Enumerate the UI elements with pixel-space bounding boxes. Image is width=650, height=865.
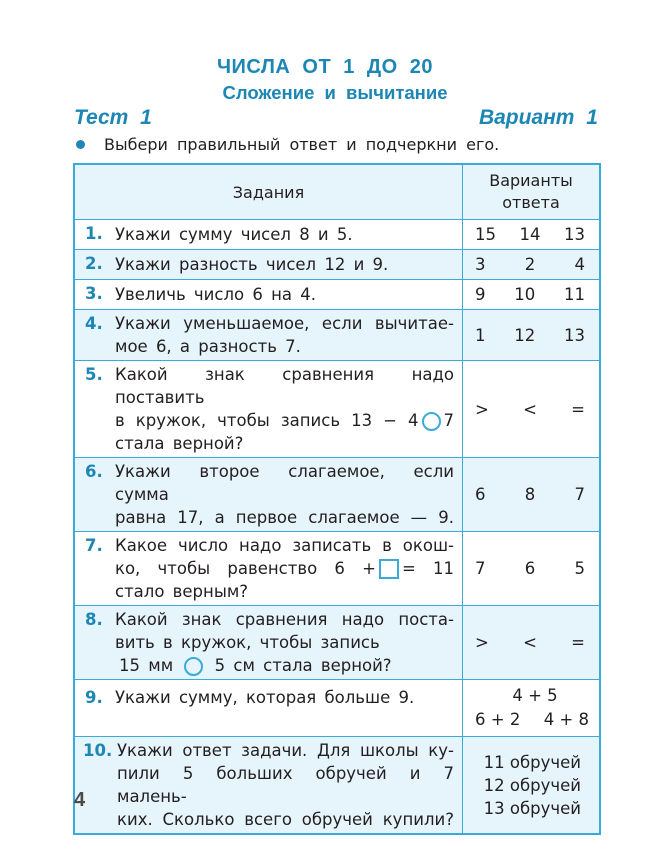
answer-option[interactable]: 6 + 2 [475, 710, 521, 729]
answer-option[interactable]: 6 [524, 559, 536, 578]
table-row [74, 680, 600, 737]
answer-cell [463, 532, 601, 606]
task-text: Какое число надо записать в окош- [115, 536, 454, 555]
task-text: Укажи второе слагаемое, если сумма [115, 462, 454, 504]
answer-option[interactable]: 7 [475, 559, 486, 578]
answer-cell [463, 606, 601, 680]
task-text: равна 17, а первое слагаемое — 9. [115, 508, 454, 527]
test-label: Тест 1 [74, 106, 152, 129]
instruction [74, 135, 499, 154]
task-text: мое 6, а разность 7. [115, 337, 301, 356]
column-header-answers-line1: Варианты [489, 171, 573, 190]
task-cell [74, 280, 463, 310]
task-number: 5. [85, 365, 103, 384]
task-cell [74, 680, 463, 737]
answer-option[interactable]: > [475, 633, 489, 652]
task-text: Укажи уменьшаемое, если вычитае- [115, 314, 454, 333]
answer-option[interactable]: 8 [524, 485, 536, 504]
answer-option[interactable]: < [523, 633, 537, 652]
task-cell [74, 250, 463, 280]
answer-option[interactable]: = [571, 399, 585, 419]
section-title: ЧИСЛА ОТ 1 ДО 20 [216, 56, 434, 78]
answer-option[interactable]: 9 [475, 285, 486, 304]
answer-option[interactable]: 13 [564, 325, 585, 345]
answer-option[interactable]: 15 [475, 225, 496, 244]
column-header-answers [463, 164, 601, 220]
answer-cell [463, 361, 601, 458]
task-text: Укажи ответ задачи. Для школы ку- [117, 741, 454, 760]
answer-option[interactable]: 6 [475, 485, 486, 504]
answer-option[interactable]: 11 [564, 285, 585, 304]
answer-cell [463, 680, 601, 737]
answer-option[interactable]: 7 [574, 485, 585, 504]
answer-option[interactable]: 13 обручей [483, 798, 581, 818]
table-row [74, 250, 600, 280]
task-cell [74, 310, 463, 361]
table-row [74, 458, 600, 532]
answer-cell [463, 737, 601, 835]
task-text: стало верным? [115, 582, 249, 601]
task-text: Какой знак сравнения надо поста- [115, 610, 454, 629]
task-text-with-box: ко, чтобы равенство 6 + = 11 [115, 559, 454, 578]
answer-cell [463, 458, 601, 532]
task-text: Укажи сумму чисел 8 и 5. [115, 225, 353, 244]
task-cell [74, 532, 463, 606]
task-cell [74, 458, 463, 532]
table-row [74, 361, 600, 458]
table-row [74, 532, 600, 606]
column-header-tasks: Задания [74, 164, 463, 220]
answer-cell [463, 220, 601, 250]
task-number: 9. [85, 688, 103, 707]
table-header-row [74, 164, 600, 220]
task-text: вить в кружок, чтобы запись [115, 633, 380, 652]
task-cell [74, 737, 463, 835]
table-row [74, 280, 600, 310]
instruction-text: Выбери правильный ответ и подчеркни его. [104, 135, 500, 154]
table-row [74, 737, 600, 835]
task-number: 10. [83, 741, 113, 760]
answer-option[interactable]: 3 [475, 255, 486, 274]
task-number: 2. [85, 254, 103, 273]
answer-option[interactable]: 12 [514, 325, 536, 345]
answer-option[interactable]: < [523, 399, 537, 419]
answer-option[interactable]: 13 [564, 225, 585, 244]
answer-option[interactable]: > [475, 399, 489, 419]
task-text: стала верной? [115, 434, 244, 453]
circle-blank-icon [184, 657, 203, 676]
circle-blank-icon [422, 412, 441, 431]
task-text: пили 5 больших обручей и 7 малень- [117, 764, 454, 806]
table-row [74, 220, 600, 250]
answer-option[interactable]: 12 обручей [483, 775, 581, 795]
answer-option[interactable]: 1 [475, 325, 486, 345]
task-number: 1. [85, 224, 103, 243]
task-text: ких. Сколько всего обручей купили? [117, 810, 454, 829]
answer-cell [463, 310, 601, 361]
task-text-with-circle: 15 мм 5 см стала верной? [119, 656, 392, 675]
task-text: Увеличь число 6 на 4. [115, 285, 316, 304]
answer-option[interactable]: = [571, 633, 585, 652]
task-text: Укажи сумму, которая больше 9. [115, 688, 415, 707]
column-header-answers-line2: ответа [502, 193, 560, 212]
task-number: 4. [85, 314, 103, 333]
section-subtitle: Сложение и вычитание [222, 82, 448, 103]
answer-option[interactable]: 14 [519, 225, 541, 244]
answer-option[interactable]: 5 [574, 559, 585, 578]
test-table [73, 163, 601, 835]
task-cell [74, 606, 463, 680]
answer-option[interactable]: 4 + 8 [543, 710, 589, 729]
answer-cell [463, 250, 601, 280]
answer-option[interactable]: 10 [514, 285, 536, 304]
answer-cell [463, 280, 601, 310]
table-row [74, 606, 600, 680]
page-number: 4 [74, 789, 86, 811]
task-cell [74, 361, 463, 458]
square-blank-icon [379, 559, 399, 579]
task-number: 7. [85, 536, 103, 555]
task-text: Укажи разность чисел 12 и 9. [115, 255, 389, 274]
task-cell [74, 220, 463, 250]
task-text: Какой знак сравнения надо поставить [115, 365, 454, 407]
answer-option[interactable]: 4 + 5 [512, 686, 558, 705]
task-text-with-circle: в кружок, чтобы запись 13 − 4 7 [115, 411, 454, 430]
table-row [74, 310, 600, 361]
task-number: 3. [85, 284, 103, 303]
answer-option[interactable]: 4 [574, 255, 585, 274]
bullet-icon [76, 140, 85, 149]
task-number: 8. [85, 610, 103, 629]
answer-option[interactable]: 11 обручей [483, 752, 581, 772]
task-number: 6. [85, 462, 103, 481]
variant-label: Вариант 1 [478, 106, 598, 129]
answer-option[interactable]: 2 [524, 255, 536, 274]
